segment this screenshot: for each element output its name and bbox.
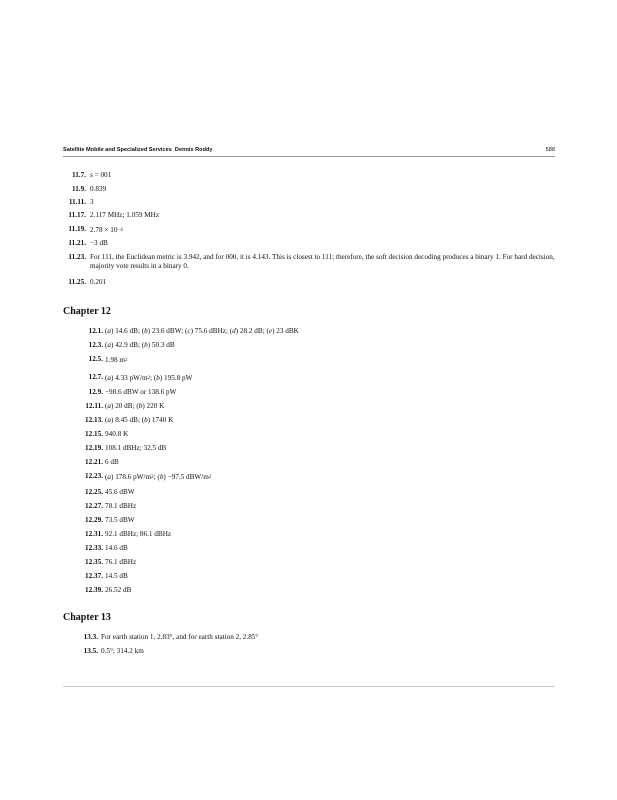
text-part: ( — [105, 341, 108, 349]
answer-12-15 — [63, 430, 555, 440]
answer-number: 12.39. — [85, 586, 103, 594]
answer-text: 45.6 dBW — [105, 488, 135, 496]
book-title: Satellite Mobile and Specialized Services — [63, 147, 172, 153]
part-label: b — [144, 341, 148, 349]
part-label: e — [268, 327, 273, 335]
answer-number: 12.29. — [85, 516, 103, 524]
answer-12-31 — [63, 530, 555, 540]
answer-text: 0.839 — [90, 185, 107, 193]
answer-text: 2.117 MHz; 1.059 MHz — [90, 211, 160, 219]
part-label: a — [107, 473, 111, 481]
part-label: b — [144, 416, 148, 424]
author-name: Dennis Roddy — [174, 147, 213, 153]
answer-number: 12.7. — [88, 373, 103, 381]
answer-base: 2.78 × 10 — [90, 226, 118, 234]
exponent: 2 — [147, 375, 151, 381]
part-label: b — [159, 473, 164, 481]
answer-number: 11.25. — [68, 278, 86, 286]
footer-rule — [63, 686, 555, 687]
answer-12-11 — [63, 402, 555, 412]
answer-12-25 — [63, 488, 555, 498]
answer-12-39 — [63, 586, 555, 596]
text-part: ) 23 dBK — [272, 327, 299, 335]
text-part: ) 23.6 dBW; ( — [147, 327, 188, 335]
text-part: ) 4.33 pW/m — [111, 374, 148, 382]
answer-12-9 — [63, 388, 555, 398]
part-label: a — [107, 341, 111, 349]
part-label: b — [156, 374, 160, 382]
answer-11-9 — [63, 185, 555, 195]
answer-12-13 — [63, 416, 555, 426]
answer-text: 14.6 dB — [105, 544, 128, 552]
part-label: a — [107, 327, 111, 335]
text-part: ( — [105, 416, 108, 424]
answer-text — [105, 327, 299, 336]
answer-text — [90, 226, 123, 235]
exponent: −4 — [117, 227, 123, 233]
part-label: c — [187, 327, 191, 335]
answer-number: 11.19. — [68, 225, 86, 233]
answer-text: 3 — [90, 198, 94, 206]
exponent: 2 — [151, 474, 154, 480]
answer-12-33 — [63, 544, 555, 554]
answer-text — [105, 416, 173, 425]
answer-number: 12.35. — [85, 558, 103, 566]
answer-12-29 — [63, 516, 555, 526]
text-part: ) 1740 K — [147, 416, 174, 424]
part-label: a — [107, 374, 111, 382]
answer-text: s = 001 — [90, 171, 112, 179]
part-label: b — [144, 327, 148, 335]
answer-text: 73.5 dBW — [105, 516, 135, 524]
answer-text: 78.1 dBHz — [105, 502, 137, 510]
exponent: 2 — [124, 357, 128, 363]
chapter-12-heading: Chapter 12 — [63, 306, 111, 317]
text-part: ) 195.8 pW — [159, 374, 193, 382]
answer-text: 940.8 K — [105, 430, 129, 438]
answer-text: −98.6 dBW or 138.6 pW — [105, 388, 177, 396]
answer-number: 12.31. — [85, 530, 103, 538]
answer-number: 12.37. — [85, 572, 103, 580]
text-part: ; ( — [153, 473, 160, 481]
answer-text — [105, 356, 127, 365]
text-part: ) 50.3 dB — [147, 341, 175, 349]
answer-text — [105, 374, 192, 383]
answer-number: 12.15. — [85, 430, 103, 438]
text-part: ) 178.6 pW/m — [111, 473, 152, 481]
header-rule — [63, 156, 555, 157]
page-number: 588 — [545, 147, 555, 153]
answer-number: 12.5. — [88, 355, 103, 363]
answer-text — [105, 473, 211, 482]
text-part: ( — [105, 402, 108, 410]
answer-number: 11.17. — [68, 211, 86, 219]
answer-text — [105, 402, 164, 411]
answer-number: 12.23. — [85, 472, 103, 480]
text-part: ) 28.2 dB; ( — [235, 327, 269, 335]
answer-12-37 — [63, 572, 555, 582]
answer-12-27 — [63, 502, 555, 512]
text-part: ) 8.45 dB; ( — [111, 416, 145, 424]
answer-number: 13.3. — [83, 633, 98, 641]
answer-number: 12.1. — [88, 327, 103, 335]
answer-11-17 — [63, 211, 555, 221]
answer-number: 12.13. — [85, 416, 103, 424]
answer-12-21 — [63, 458, 555, 468]
text-part: ) 75.6 dBHz; ( — [190, 327, 233, 335]
text-part: ) 220 K — [142, 402, 165, 410]
header-book-title — [63, 147, 213, 153]
answer-text: 108.1 dBHz; 32.5 dB — [105, 444, 167, 452]
answer-number: 11.11. — [68, 198, 86, 206]
answer-12-19 — [63, 444, 555, 454]
answer-text: 76.1 dBHz — [105, 558, 137, 566]
answer-13-3 — [63, 633, 555, 643]
text-part: 1.98 m — [105, 356, 125, 364]
part-label: b — [138, 402, 143, 410]
answer-number: 12.25. — [85, 488, 103, 496]
text-part: ( — [105, 327, 108, 335]
answer-text — [105, 341, 175, 350]
answer-11-19 — [63, 225, 555, 235]
answer-number: 11.21. — [68, 239, 86, 247]
answer-11-25 — [63, 278, 555, 288]
part-label: a — [107, 402, 111, 410]
answer-12-5 — [63, 355, 555, 365]
answer-11-11 — [63, 198, 555, 208]
answer-text: 26.52 dB — [105, 586, 132, 594]
text-part: ( — [105, 374, 108, 382]
answer-text: 0.5°; 314.2 km — [101, 647, 144, 655]
answer-number: 12.3. — [88, 341, 103, 349]
exponent: 2 — [208, 474, 212, 480]
answer-text: 14.5 dB — [105, 572, 128, 580]
answer-12-23 — [63, 472, 555, 482]
answer-12-3 — [63, 341, 555, 351]
answer-11-23 — [63, 253, 555, 273]
answer-number: 12.21. — [85, 458, 103, 466]
answer-number: 12.19. — [85, 444, 103, 452]
text-part: ) 14.6 dB; ( — [111, 327, 145, 335]
answer-number: 11.23. — [68, 253, 86, 261]
answer-11-7 — [63, 171, 555, 181]
answer-12-35 — [63, 558, 555, 568]
answer-text: For 111, the Euclidean metric is 3.942, and for 000, it is 4.143. This is closest to 111; therefore, the soft decision decoding produces a binary 1. For hard decision, majority vote results in a binary 0. — [90, 253, 555, 270]
text-part: ) 20 dB; ( — [111, 402, 139, 410]
answer-text: 92.1 dBHz; 86.1 dBHz — [105, 530, 172, 538]
chapter-13-heading: Chapter 13 — [63, 612, 111, 623]
part-label: d — [232, 327, 236, 335]
answer-text: For earth station 1, 2.83°, and for earth station 2, 2.85° — [101, 633, 259, 641]
answer-number: 12.11. — [85, 402, 103, 410]
text-part: ) 42.9 dB; ( — [111, 341, 145, 349]
answer-number: 11.7. — [72, 171, 86, 179]
text-part: ) −97.5 dBW/m — [163, 473, 209, 481]
answer-number: 12.33. — [85, 544, 103, 552]
text-part: ; ( — [150, 374, 157, 382]
answer-text: 0.201 — [90, 278, 107, 286]
answer-text: 6 dB — [105, 458, 119, 466]
answer-12-7 — [63, 373, 555, 383]
part-label: a — [107, 416, 111, 424]
answer-number: 12.27. — [85, 502, 103, 510]
answer-number: 13.5. — [83, 647, 98, 655]
answer-number: 12.9. — [88, 388, 103, 396]
text-part: ( — [105, 473, 108, 481]
answer-11-21 — [63, 239, 555, 249]
answer-12-1 — [63, 327, 555, 337]
answer-13-5 — [63, 647, 555, 657]
answer-number: 11.9. — [72, 185, 86, 193]
answer-text: −3 dB — [90, 239, 108, 247]
